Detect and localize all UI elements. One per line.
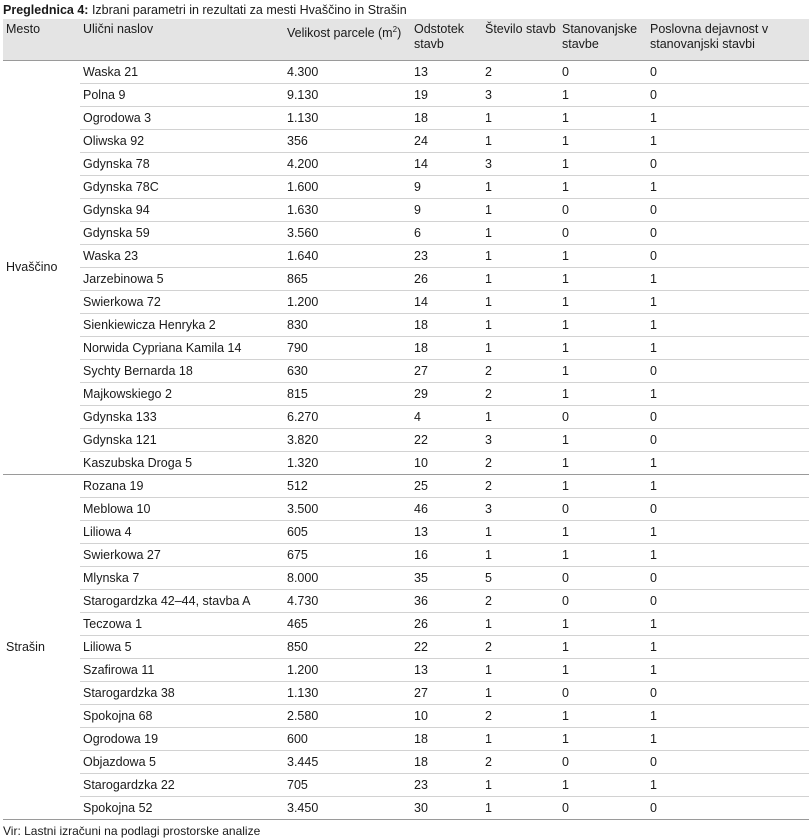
cell-stanovanjske: 1 (559, 428, 647, 451)
cell-velikost: 1.200 (284, 290, 411, 313)
cell-stanovanjske: 1 (559, 451, 647, 474)
cell-odstotek: 18 (411, 750, 482, 773)
cell-naslov: Waska 21 (80, 60, 284, 83)
cell-stevilo: 2 (482, 60, 559, 83)
cell-odstotek: 19 (411, 83, 482, 106)
cell-poslovna: 0 (647, 221, 809, 244)
cell-naslov: Polna 9 (80, 83, 284, 106)
table-row (3, 152, 809, 175)
cell-velikost: 1.320 (284, 451, 411, 474)
cell-poslovna: 0 (647, 152, 809, 175)
table-row (3, 681, 809, 704)
cell-naslov: Gdynska 121 (80, 428, 284, 451)
cell-stevilo: 1 (482, 290, 559, 313)
cell-poslovna: 1 (647, 106, 809, 129)
cell-stevilo: 2 (482, 635, 559, 658)
cell-stevilo: 3 (482, 83, 559, 106)
cell-velikost: 830 (284, 313, 411, 336)
header-naslov: Ulični naslov (80, 19, 284, 60)
cell-poslovna: 1 (647, 451, 809, 474)
table-row (3, 658, 809, 681)
cell-odstotek: 13 (411, 658, 482, 681)
table-row (3, 543, 809, 566)
cell-stanovanjske: 1 (559, 290, 647, 313)
cell-naslov: Ogrodowa 3 (80, 106, 284, 129)
header-stanovanjske: Stanovanjske stavbe (559, 19, 647, 60)
cell-naslov: Oliwska 92 (80, 129, 284, 152)
cell-velikost: 1.640 (284, 244, 411, 267)
cell-velikost: 465 (284, 612, 411, 635)
cell-stevilo: 2 (482, 589, 559, 612)
cell-naslov: Meblowa 10 (80, 497, 284, 520)
cell-odstotek: 13 (411, 60, 482, 83)
header-velikost-end: ) (397, 26, 402, 41)
cell-velikost: 8.000 (284, 566, 411, 589)
table-row (3, 290, 809, 313)
header-velikost-sup: 2 (392, 25, 398, 34)
cell-stevilo: 1 (482, 221, 559, 244)
cell-naslov: Gdynska 59 (80, 221, 284, 244)
cell-poslovna: 0 (647, 198, 809, 221)
table-row (3, 474, 809, 497)
cell-odstotek: 9 (411, 175, 482, 198)
cell-poslovna: 0 (647, 750, 809, 773)
cell-stanovanjske: 1 (559, 474, 647, 497)
table-row (3, 382, 809, 405)
cell-velikost: 3.560 (284, 221, 411, 244)
cell-poslovna: 1 (647, 336, 809, 359)
cell-naslov: Starogardzka 38 (80, 681, 284, 704)
cell-odstotek: 26 (411, 267, 482, 290)
cell-stevilo: 2 (482, 474, 559, 497)
cell-stevilo: 1 (482, 658, 559, 681)
cell-poslovna: 0 (647, 497, 809, 520)
cell-naslov: Kaszubska Droga 5 (80, 451, 284, 474)
cell-naslov: Spokojna 52 (80, 796, 284, 819)
table-row (3, 106, 809, 129)
cell-stanovanjske: 0 (559, 796, 647, 819)
cell-stevilo: 1 (482, 175, 559, 198)
cell-stanovanjske: 0 (559, 589, 647, 612)
cell-stanovanjske: 1 (559, 152, 647, 175)
cell-stanovanjske: 1 (559, 83, 647, 106)
cell-stevilo: 1 (482, 313, 559, 336)
table-row (3, 129, 809, 152)
cell-stanovanjske: 0 (559, 497, 647, 520)
cell-naslov: Szafirowa 11 (80, 658, 284, 681)
cell-naslov: Ogrodowa 19 (80, 727, 284, 750)
cell-velikost: 1.130 (284, 106, 411, 129)
cell-velikost: 356 (284, 129, 411, 152)
cell-poslovna: 1 (647, 313, 809, 336)
cell-velikost: 850 (284, 635, 411, 658)
cell-naslov: Rozana 19 (80, 474, 284, 497)
cell-odstotek: 18 (411, 336, 482, 359)
cell-velikost: 3.500 (284, 497, 411, 520)
table-row (3, 635, 809, 658)
results-table (3, 19, 809, 820)
table-row (3, 451, 809, 474)
cell-stanovanjske: 0 (559, 681, 647, 704)
cell-naslov: Gdynska 133 (80, 405, 284, 428)
cell-stevilo: 3 (482, 152, 559, 175)
cell-odstotek: 24 (411, 129, 482, 152)
table-row (3, 727, 809, 750)
cell-naslov: Spokojna 68 (80, 704, 284, 727)
cell-stanovanjske: 1 (559, 313, 647, 336)
table-caption (3, 1, 407, 19)
cell-naslov: Sychty Bernarda 18 (80, 359, 284, 382)
cell-odstotek: 23 (411, 773, 482, 796)
cell-stevilo: 1 (482, 198, 559, 221)
cell-naslov: Jarzebinowa 5 (80, 267, 284, 290)
table-row (3, 221, 809, 244)
cell-velikost: 600 (284, 727, 411, 750)
cell-poslovna: 0 (647, 359, 809, 382)
cell-stevilo: 1 (482, 336, 559, 359)
cell-velikost: 630 (284, 359, 411, 382)
cell-stanovanjske: 1 (559, 336, 647, 359)
cell-stanovanjske: 1 (559, 129, 647, 152)
cell-poslovna: 1 (647, 175, 809, 198)
cell-poslovna: 1 (647, 543, 809, 566)
cell-stevilo: 1 (482, 773, 559, 796)
cell-poslovna: 0 (647, 428, 809, 451)
cell-odstotek: 35 (411, 566, 482, 589)
cell-odstotek: 13 (411, 520, 482, 543)
table-row (3, 198, 809, 221)
cell-stanovanjske: 1 (559, 106, 647, 129)
cell-odstotek: 6 (411, 221, 482, 244)
table-row (3, 773, 809, 796)
cell-odstotek: 10 (411, 451, 482, 474)
cell-stanovanjske: 1 (559, 658, 647, 681)
cell-odstotek: 27 (411, 359, 482, 382)
cell-poslovna: 0 (647, 83, 809, 106)
cell-stevilo: 1 (482, 727, 559, 750)
cell-stevilo: 1 (482, 681, 559, 704)
cell-poslovna: 1 (647, 658, 809, 681)
cell-velikost: 1.630 (284, 198, 411, 221)
cell-naslov: Mlynska 7 (80, 566, 284, 589)
cell-stanovanjske: 1 (559, 704, 647, 727)
table-row (3, 704, 809, 727)
header-stevilo: Število stavb (482, 19, 559, 60)
cell-poslovna: 1 (647, 612, 809, 635)
cell-stanovanjske: 0 (559, 405, 647, 428)
cell-naslov: Gdynska 78C (80, 175, 284, 198)
cell-velikost: 1.600 (284, 175, 411, 198)
cell-stanovanjske: 0 (559, 566, 647, 589)
cell-poslovna: 0 (647, 60, 809, 83)
source-note: Vir: Lastni izračuni na podlagi prostorske analize (3, 824, 261, 838)
table-row (3, 83, 809, 106)
cell-stanovanjske: 1 (559, 382, 647, 405)
cell-velikost: 2.580 (284, 704, 411, 727)
cell-velikost: 865 (284, 267, 411, 290)
cell-stevilo: 2 (482, 382, 559, 405)
table-row (3, 796, 809, 819)
cell-velikost: 6.270 (284, 405, 411, 428)
cell-poslovna: 1 (647, 129, 809, 152)
table-row (3, 60, 809, 83)
cell-odstotek: 26 (411, 612, 482, 635)
cell-odstotek: 4 (411, 405, 482, 428)
cell-odstotek: 18 (411, 313, 482, 336)
cell-odstotek: 18 (411, 106, 482, 129)
cell-naslov: Majkowskiego 2 (80, 382, 284, 405)
cell-stanovanjske: 1 (559, 727, 647, 750)
cell-velikost: 605 (284, 520, 411, 543)
table-row (3, 428, 809, 451)
cell-odstotek: 18 (411, 727, 482, 750)
cell-poslovna: 1 (647, 267, 809, 290)
cell-naslov: Gdynska 94 (80, 198, 284, 221)
cell-stevilo: 1 (482, 520, 559, 543)
cell-stanovanjske: 0 (559, 198, 647, 221)
cell-poslovna: 1 (647, 773, 809, 796)
cell-poslovna: 1 (647, 474, 809, 497)
cell-poslovna: 0 (647, 589, 809, 612)
cell-stevilo: 1 (482, 106, 559, 129)
cell-naslov: Objazdowa 5 (80, 750, 284, 773)
cell-stanovanjske: 1 (559, 773, 647, 796)
cell-naslov: Starogardzka 22 (80, 773, 284, 796)
cell-odstotek: 30 (411, 796, 482, 819)
table-row (3, 336, 809, 359)
cell-velikost: 512 (284, 474, 411, 497)
cell-stanovanjske: 1 (559, 267, 647, 290)
cell-poslovna: 1 (647, 520, 809, 543)
cell-naslov: Norwida Cypriana Kamila 14 (80, 336, 284, 359)
cell-stevilo: 3 (482, 497, 559, 520)
cell-poslovna: 0 (647, 566, 809, 589)
cell-poslovna: 0 (647, 681, 809, 704)
cell-naslov: Teczowa 1 (80, 612, 284, 635)
cell-naslov: Sienkiewicza Henryka 2 (80, 313, 284, 336)
cell-velikost: 675 (284, 543, 411, 566)
table-row (3, 612, 809, 635)
header-row (3, 19, 809, 60)
cell-poslovna: 1 (647, 704, 809, 727)
cell-naslov: Starogardzka 42–44, stavba A (80, 589, 284, 612)
cell-naslov: Swierkowa 72 (80, 290, 284, 313)
cell-stevilo: 1 (482, 129, 559, 152)
cell-odstotek: 22 (411, 428, 482, 451)
table-row (3, 520, 809, 543)
cell-stanovanjske: 1 (559, 612, 647, 635)
header-odstotek: Odstotek stavb (411, 19, 482, 60)
cell-velikost: 1.130 (284, 681, 411, 704)
table-row (3, 750, 809, 773)
cell-velikost: 4.300 (284, 60, 411, 83)
cell-stevilo: 2 (482, 704, 559, 727)
cell-stanovanjske: 1 (559, 520, 647, 543)
cell-stevilo: 1 (482, 405, 559, 428)
cell-stevilo: 1 (482, 244, 559, 267)
cell-velikost: 705 (284, 773, 411, 796)
cell-stanovanjske: 0 (559, 750, 647, 773)
header-mesto: Mesto (3, 19, 80, 60)
cell-stanovanjske: 1 (559, 359, 647, 382)
cell-velikost: 9.130 (284, 83, 411, 106)
cell-odstotek: 23 (411, 244, 482, 267)
header-velikost-text: Velikost parcele (m (287, 26, 393, 41)
cell-poslovna: 0 (647, 405, 809, 428)
cell-poslovna: 0 (647, 244, 809, 267)
cell-naslov: Waska 23 (80, 244, 284, 267)
cell-velikost: 4.730 (284, 589, 411, 612)
cell-velikost: 4.200 (284, 152, 411, 175)
cell-odstotek: 10 (411, 704, 482, 727)
table-row (3, 244, 809, 267)
city-cell: Strašin (3, 474, 80, 819)
cell-stanovanjske: 1 (559, 175, 647, 198)
table-row (3, 359, 809, 382)
table-row (3, 313, 809, 336)
cell-stevilo: 5 (482, 566, 559, 589)
header-poslovna: Poslovna dejavnost v stanovanjski stavbi (647, 19, 809, 60)
table-row (3, 497, 809, 520)
cell-poslovna: 0 (647, 796, 809, 819)
cell-velikost: 3.450 (284, 796, 411, 819)
table-row (3, 589, 809, 612)
cell-poslovna: 1 (647, 635, 809, 658)
cell-velikost: 1.200 (284, 658, 411, 681)
cell-naslov: Gdynska 78 (80, 152, 284, 175)
cell-stevilo: 1 (482, 267, 559, 290)
cell-odstotek: 29 (411, 382, 482, 405)
cell-naslov: Swierkowa 27 (80, 543, 284, 566)
cell-velikost: 3.445 (284, 750, 411, 773)
cell-stanovanjske: 0 (559, 60, 647, 83)
cell-naslov: Liliowa 4 (80, 520, 284, 543)
cell-poslovna: 1 (647, 382, 809, 405)
cell-odstotek: 14 (411, 290, 482, 313)
cell-naslov: Liliowa 5 (80, 635, 284, 658)
table-row (3, 405, 809, 428)
cell-odstotek: 9 (411, 198, 482, 221)
header-velikost (284, 19, 411, 60)
cell-odstotek: 22 (411, 635, 482, 658)
table-row (3, 267, 809, 290)
cell-stanovanjske: 1 (559, 635, 647, 658)
cell-velikost: 3.820 (284, 428, 411, 451)
cell-velikost: 815 (284, 382, 411, 405)
cell-odstotek: 25 (411, 474, 482, 497)
table-body (3, 60, 809, 819)
cell-poslovna: 1 (647, 290, 809, 313)
cell-stevilo: 2 (482, 451, 559, 474)
cell-stevilo: 1 (482, 612, 559, 635)
cell-stevilo: 2 (482, 750, 559, 773)
cell-stevilo: 1 (482, 543, 559, 566)
cell-stanovanjske: 0 (559, 221, 647, 244)
cell-odstotek: 27 (411, 681, 482, 704)
city-cell: Hvaščino (3, 60, 80, 474)
cell-velikost: 790 (284, 336, 411, 359)
cell-stevilo: 3 (482, 428, 559, 451)
cell-odstotek: 16 (411, 543, 482, 566)
cell-stevilo: 1 (482, 796, 559, 819)
cell-odstotek: 14 (411, 152, 482, 175)
caption-text: Izbrani parametri in rezultati za mesti Hvaščino in Strašin (91, 3, 407, 17)
cell-stevilo: 2 (482, 359, 559, 382)
cell-stanovanjske: 1 (559, 543, 647, 566)
table-row (3, 175, 809, 198)
caption-label: Preglednica 4: (3, 3, 89, 17)
cell-odstotek: 46 (411, 497, 482, 520)
cell-odstotek: 36 (411, 589, 482, 612)
table-row (3, 566, 809, 589)
cell-poslovna: 1 (647, 727, 809, 750)
cell-stanovanjske: 1 (559, 244, 647, 267)
